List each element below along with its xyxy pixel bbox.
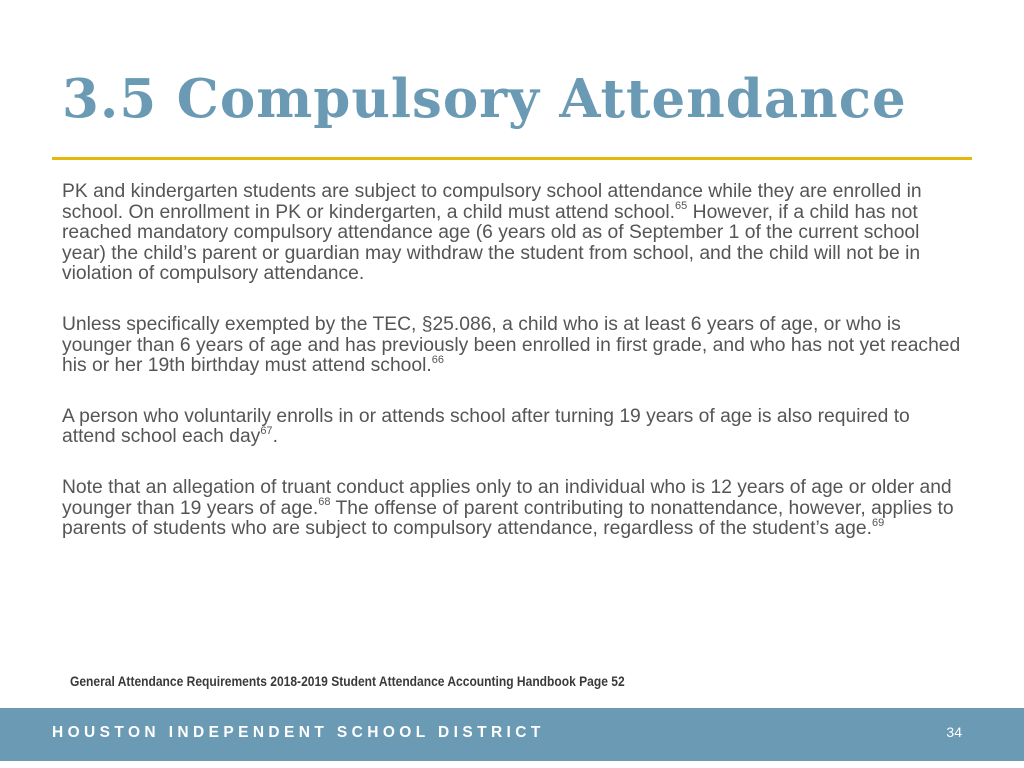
- paragraph-pk-kindergarten: [62, 182, 967, 285]
- footnote-ref: 65: [675, 200, 688, 213]
- paragraph-text: .: [272, 426, 278, 448]
- page-number: 34: [946, 724, 962, 740]
- paragraph-text: However, if a child has not reached mandatory compulsory attendance age (6 years old as of September 1 of the current school year) the child’s parent or guardian may withdraw the student from school, and the child will not be in violation of compulsory attendance.: [62, 201, 921, 285]
- paragraph-truant-conduct: [62, 478, 967, 540]
- title-divider: [52, 157, 972, 160]
- footnote-ref: 67: [260, 424, 273, 437]
- paragraph-text: The offense of parent contributing to nonattendance, however, applies to parents of students who are subject to compulsory attendance, regardless of the student’s age.: [62, 497, 954, 540]
- paragraph-text: A person who voluntarily enrolls in or attends school after turning 19 years of age is also required to attend school each day: [62, 405, 910, 448]
- paragraph-voluntary-enrollment: [62, 407, 967, 448]
- footer-bar: [0, 708, 1024, 761]
- footnote-ref: 66: [431, 353, 445, 366]
- footnote-ref: 68: [318, 496, 331, 509]
- slide-body: [62, 182, 967, 570]
- paragraph-text: Unless specifically exempted by the TEC, §25.086, a child who is at least 6 years of age, or who is younger than 6 years of age and has previously been enrolled in first grade, and who has not yet reached his or her 19th birthday must attend school.: [62, 313, 961, 377]
- paragraph-age-requirement: [62, 315, 967, 377]
- footnote-ref: 69: [871, 516, 885, 529]
- paragraph-text: Note that an allegation of truant conduct applies only to an individual who is 12 years of age or older and younger than 19 years of age.: [62, 476, 952, 519]
- source-citation: General Attendance Requirements 2018-2019 Student Attendance Accounting Handbook Page 52: [70, 673, 625, 689]
- organization-name: HOUSTON INDEPENDENT SCHOOL DISTRICT: [52, 724, 545, 741]
- paragraph-text: PK and kindergarten students are subject to compulsory school attendance while they are enrolled in school. On enrollment in PK or kindergarten, a child must attend school.: [62, 181, 922, 223]
- slide-title: 3.5 Compulsory Attendance: [62, 68, 907, 130]
